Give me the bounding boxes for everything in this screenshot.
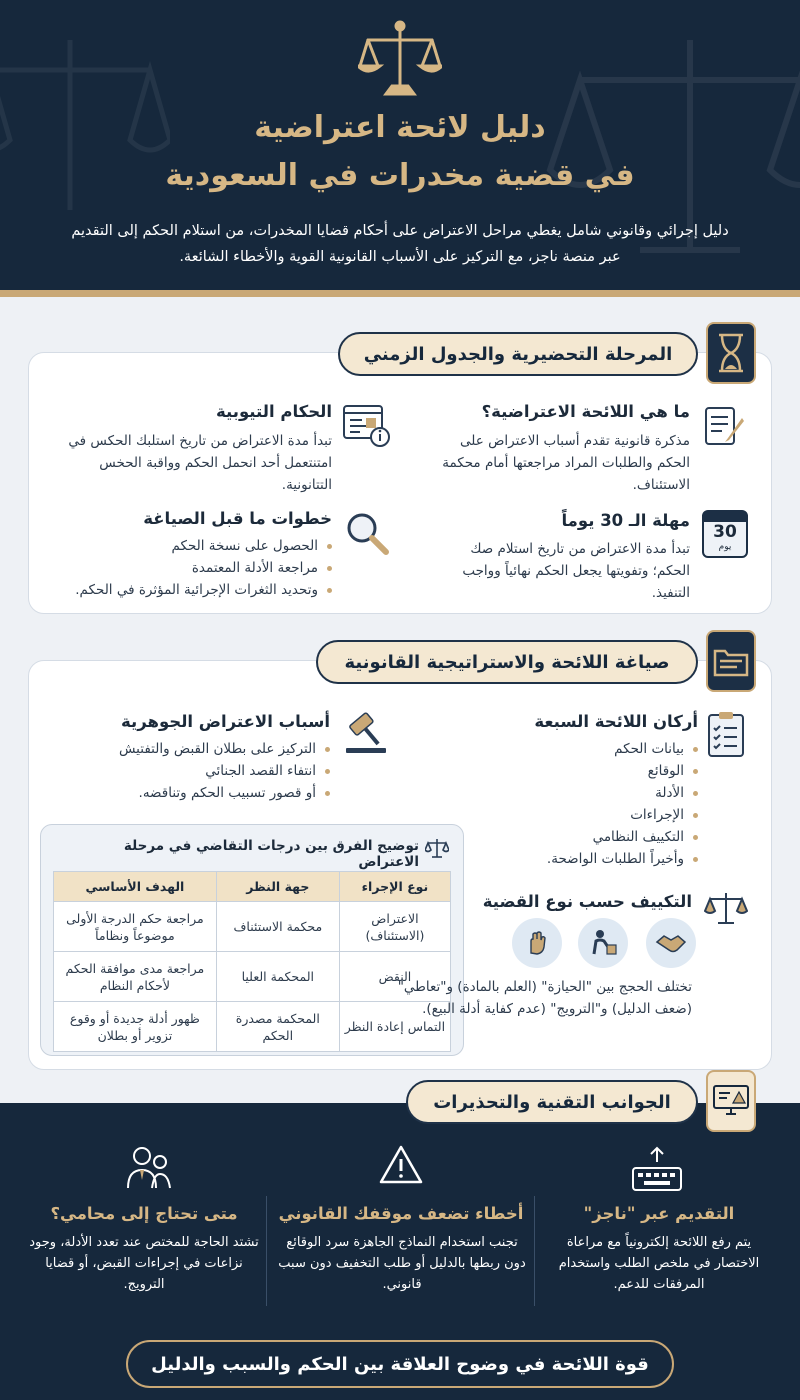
computer-warning-icon <box>712 1084 750 1118</box>
page-title-line1: دليل لائحة اعتراضية <box>254 110 546 145</box>
najiz-title: التقديم عبر "ناجز" <box>583 1204 735 1223</box>
section3-icon-box <box>706 1070 756 1132</box>
page-title-line2: في قضية مخدرات في السعودية <box>165 158 635 193</box>
table-cell: التماس إعادة النظر <box>339 1002 450 1052</box>
web-document-info-icon <box>342 404 390 448</box>
divider-line <box>534 1196 535 1306</box>
table-row <box>54 952 451 1002</box>
adaptation-text: تختلف الحجج بين "الحيازة" (العلم بالمادة) و"تعاطي" (ضعف الدليل) و"الترويج" (عدم كفاية أدلة البيع). <box>397 979 692 1017</box>
table-row <box>54 902 451 952</box>
lawyer-title: متى تحتاج إلى محامي؟ <box>50 1204 238 1223</box>
section3-title: الجوانب التقنية والتحذيرات <box>406 1080 698 1124</box>
pillars-title: أركان اللائحة السبعة <box>534 712 698 731</box>
table-cell: المحكمة مصدرة الحكم <box>216 1002 339 1052</box>
court-levels-table <box>53 871 451 1052</box>
table-cell: محكمة الاستئناف <box>216 902 339 952</box>
table-cell: النقض <box>339 952 450 1002</box>
hand-stop-icon <box>512 918 562 968</box>
list-item: الوقائع <box>438 760 698 782</box>
table-header: جهة النظر <box>216 872 339 902</box>
table-header-row <box>54 872 451 902</box>
list-item: الحصول على نسخة الحكم <box>42 535 332 557</box>
calendar-icon <box>702 510 748 558</box>
gold-divider <box>0 290 800 297</box>
rulings-text: تبدأ مدة الاعتراض من تاريخ استلبك الحكس في امتنتعمل أحد انحمل الحكم وواقبة الحخس التتانونية. <box>68 433 332 493</box>
pre-drafting-list <box>42 535 332 601</box>
list-item: بيانات الحكم <box>438 738 698 760</box>
person-with-box-icon <box>578 918 628 968</box>
court-levels-table-card <box>40 824 464 1056</box>
list-item: مراجعة الأدلة المعتمدة <box>42 557 332 579</box>
list-item: وأخيراً الطلبات الواضحة. <box>438 848 698 870</box>
lawyer-text: تشتد الحاجة للمختص عند تعدد الأدلة، وجود نزاعات في إجراءات القبض، أو قضايا الترويج. <box>29 1235 259 1292</box>
section2-title: صياغة اللائحة والاستراتيجية القانونية <box>316 640 698 684</box>
calendar-label: يوم <box>718 542 732 552</box>
pillars-list <box>438 738 698 870</box>
list-item: التكييف النظامي <box>438 826 698 848</box>
clipboard-checklist-icon <box>706 710 746 758</box>
warning-triangle-icon <box>378 1144 424 1186</box>
adaptation-title: التكييف حسب نوع القضية <box>482 892 692 911</box>
table-cell: المحكمة العليا <box>216 952 339 1002</box>
hourglass-icon <box>717 333 745 373</box>
what-is-text: مذكرة قانونية تقدم أسباب الاعتراض على الحكم والطلبات المراد مراجعتها أمام محكمة الاستئناف. <box>442 433 690 493</box>
mistakes-text: تجنب استخدام النماذج الجاهزة سرد الوقائع دون ربطها بالدليل أو طلب التخفيف دون سبب قانوني. <box>278 1235 526 1292</box>
gavel-icon <box>342 708 390 756</box>
pre-drafting-title: خطوات ما قبل الصياغة <box>143 509 332 528</box>
list-item: انتفاء القصد الجنائي <box>50 760 330 782</box>
magnifier-icon <box>344 510 390 556</box>
list-item: الإجراءات <box>438 804 698 826</box>
section2-icon-box <box>706 630 756 692</box>
deadline-title: مهلة الـ 30 يوماً <box>561 511 690 530</box>
handshake-icon <box>646 918 696 968</box>
what-is-title: ما هي اللائحة الاعتراضية؟ <box>481 402 690 421</box>
folder-icon <box>713 645 749 677</box>
table-cell: ظهور أدلة جديدة أو وقوع تزوير أو بطلان <box>54 1002 217 1052</box>
small-scales-icon <box>425 837 449 859</box>
mistakes-title: أخطاء تضعف موقفك القانوني <box>278 1204 524 1223</box>
table-title: توضيح الفرق بين درجات التقاضي في مرحلة الاعتراض <box>123 838 419 870</box>
grounds-list <box>50 738 330 804</box>
deadline-text: تبدأ مدة الاعتراض من تاريخ استلام صك الحكم؛ وتفويتها يجعل الحكم نهائياً وواجب التنفيذ. <box>462 541 690 601</box>
footer-banner: قوة اللائحة في وضوح العلاقة بين الحكم والسبب والدليل <box>126 1340 674 1388</box>
section1-title: المرحلة التحضيرية والجدول الزمني <box>338 332 698 376</box>
lawyer-people-icon <box>120 1144 176 1192</box>
divider-line <box>266 1196 267 1306</box>
grounds-title: أسباب الاعتراض الجوهرية <box>121 712 330 731</box>
list-item: الأدلة <box>438 782 698 804</box>
document-pen-icon <box>702 404 746 448</box>
table-header: نوع الإجراء <box>339 872 450 902</box>
table-header: الهدف الأساسي <box>54 872 217 902</box>
justice-scales-icon <box>704 890 748 926</box>
section1-icon-box <box>706 322 756 384</box>
table-row <box>54 1002 451 1052</box>
table-cell: الاعتراض (الاستئناف) <box>339 902 450 952</box>
rulings-title: الحكام التيوبية <box>216 402 332 421</box>
najiz-text: يتم رفع اللائحة إلكترونياً مع مراعاة الاختصار في ملخص الطلب واستخدام المرفقات للدعم. <box>558 1235 760 1292</box>
scales-of-justice-icon <box>358 18 442 98</box>
list-item: وتحديد الثغرات الإجرائية المؤثرة في الحكم. <box>42 579 332 601</box>
table-cell: مراجعة حكم الدرجة الأولى موضوعاً ونظاماً <box>54 902 217 952</box>
keyboard-upload-icon <box>630 1146 684 1194</box>
header-banner <box>0 0 800 290</box>
list-item: التركيز على بطلان القبض والتفتيش <box>50 738 330 760</box>
list-item: أو قصور تسبيب الحكم وتناقضه. <box>50 782 330 804</box>
page-subtitle: دليل إجرائي وقانوني شامل يغطي مراحل الاعتراض على أحكام قضايا المخدرات، من استلام الحكم إلى التقديم عبر منصة ناجز، مع التركيز على الأسباب القانونية القوية والأخطاء الشائعة. <box>71 223 729 265</box>
calendar-number: 30 <box>713 522 737 542</box>
table-cell: مراجعة مدى موافقة الحكم لأحكام النظام <box>54 952 217 1002</box>
